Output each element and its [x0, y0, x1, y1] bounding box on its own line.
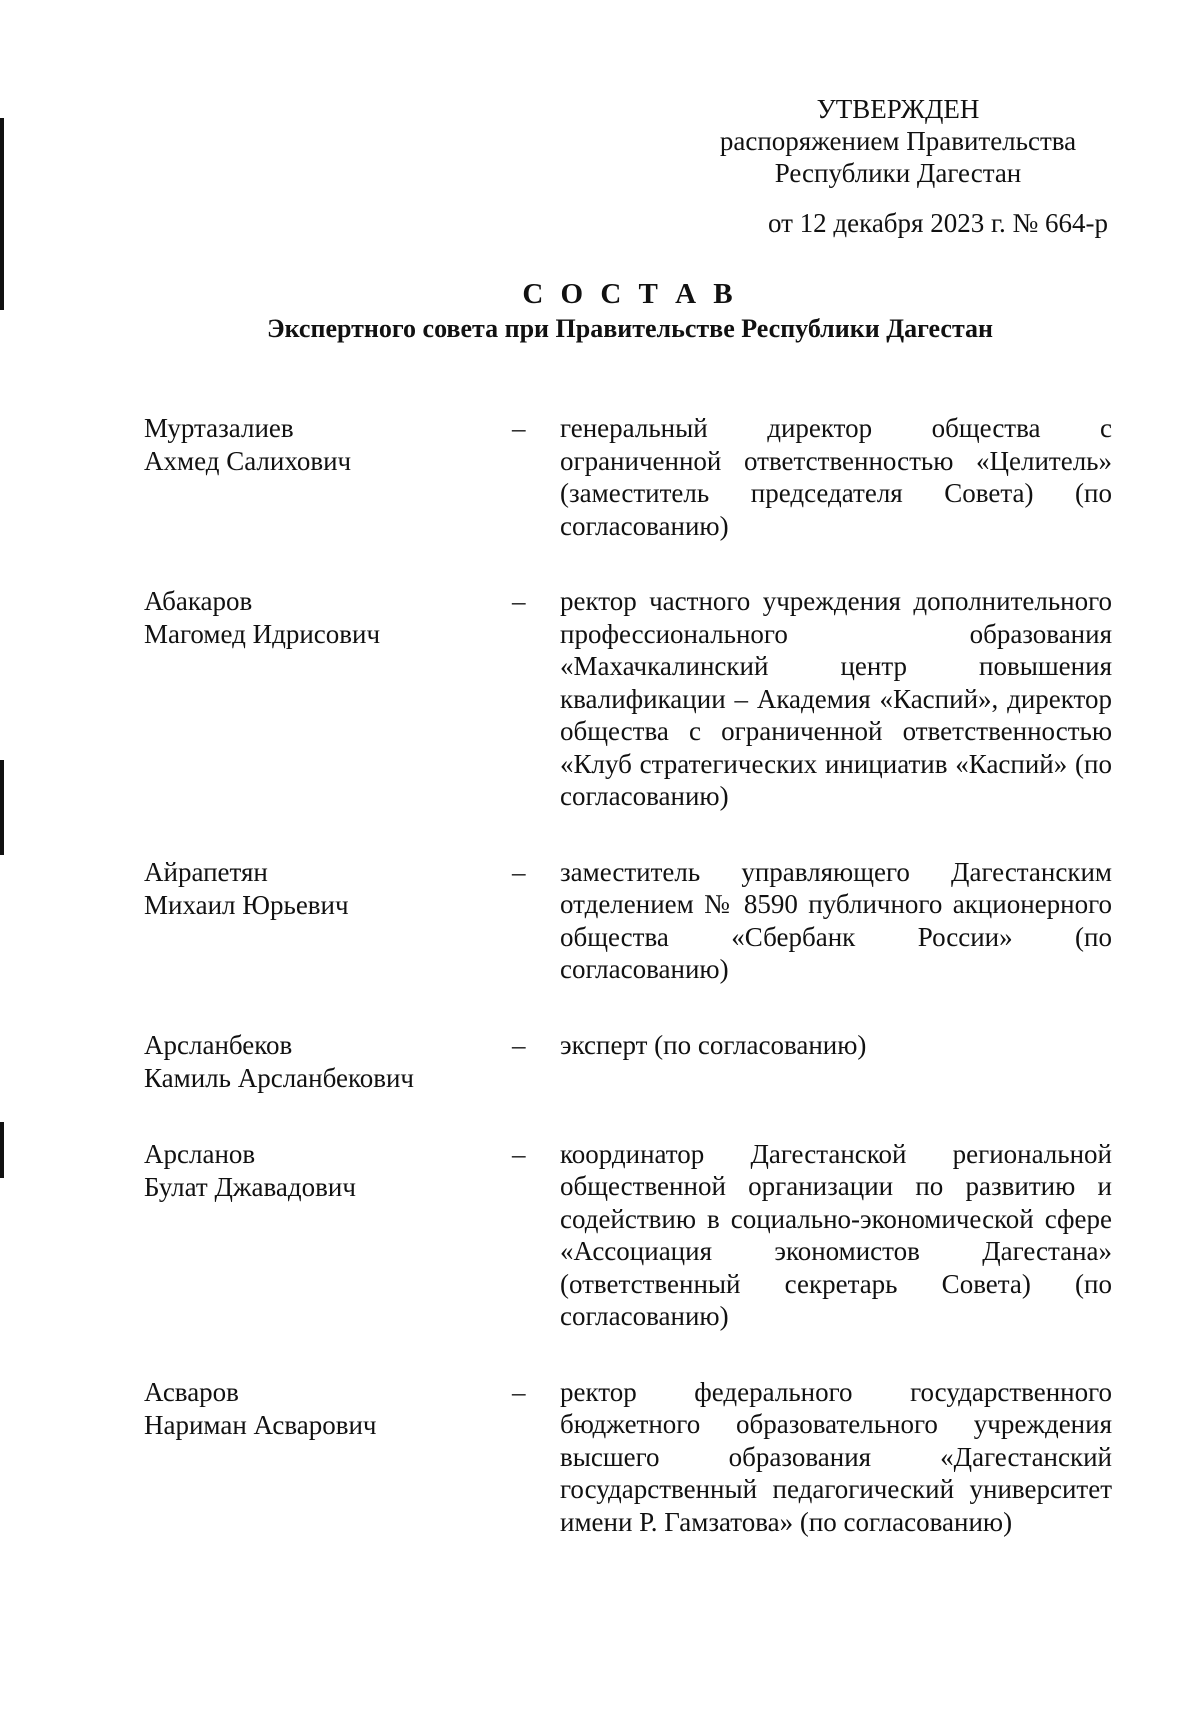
- approval-stamp: [688, 93, 1108, 239]
- member-name: [144, 1376, 484, 1442]
- member-surname: Муртазалиев: [144, 413, 294, 443]
- member-name: [144, 856, 484, 922]
- member-dash: –: [512, 586, 526, 616]
- member-dash: –: [512, 413, 526, 443]
- member-given-name: Михаил Юрьевич: [144, 889, 349, 920]
- member-name: [144, 412, 484, 478]
- approval-line: Республики Дагестан: [774, 158, 1022, 188]
- document-title: [0, 276, 1200, 346]
- member-entry: [0, 1376, 1200, 1539]
- member-name: [144, 1138, 484, 1204]
- member-given-name: Камиль Арсланбекович: [144, 1062, 414, 1093]
- member-name: [144, 585, 484, 651]
- member-given-name: Ахмед Салихович: [144, 446, 352, 476]
- member-dash: –: [512, 1138, 526, 1169]
- member-role: генеральный директор общества с ограниченной ответственностью «Целитель» (заместитель председателя Совета) (по согласованию): [560, 413, 1112, 541]
- members-list: [0, 412, 1200, 1581]
- member-surname: Асваров: [144, 1376, 239, 1407]
- member-name: [144, 1029, 484, 1095]
- approval-date: от 12 декабря 2023 г. № 664-р: [767, 208, 1108, 238]
- member-given-name: Булат Джавадович: [144, 1171, 356, 1202]
- title-subtitle: Экспертного совета при Правительстве Республики Дагестан: [266, 314, 994, 343]
- member-role: эксперт (по согласованию): [560, 1029, 867, 1060]
- member-surname: Абакаров: [144, 586, 253, 616]
- member-dash: –: [512, 1029, 526, 1060]
- member-given-name: Нариман Асварович: [144, 1409, 377, 1440]
- member-surname: Айрапетян: [144, 856, 268, 887]
- member-role: ректор частного учреждения дополнительного профессионального образования «Махачкалинский центр повышения квалификации – Академия «Каспий», директор общества с ограниченной ответственностью «Клуб стратегических инициатив «Каспий» (по согласованию): [560, 586, 1112, 811]
- member-entry: [0, 1138, 1200, 1333]
- member-entry: [0, 856, 1200, 986]
- member-surname: Арсланбеков: [144, 1029, 293, 1060]
- member-entry: [0, 1029, 1200, 1095]
- member-role: координатор Дагестанской региональной общественной организации по развитию и содействию в социально-экономической сфере «Ассоциация экономистов Дагестана» (ответственный секретарь Совета) (по согласованию): [560, 1138, 1112, 1331]
- member-entry: [0, 585, 1200, 813]
- member-given-name: Магомед Идрисович: [144, 619, 381, 649]
- approval-heading: УТВЕРЖДЕН: [816, 94, 980, 124]
- member-surname: Арсланов: [144, 1138, 256, 1169]
- member-dash: –: [512, 1376, 526, 1407]
- approval-line: распоряжением Правительства: [719, 126, 1077, 156]
- member-role: заместитель управляющего Дагестанским отделением № 8590 публичного акционерного общества «Сбербанк России» (по согласованию): [560, 856, 1112, 984]
- member-entry: [0, 412, 1200, 542]
- title-main: С О С Т А В: [522, 278, 738, 310]
- member-dash: –: [512, 856, 526, 887]
- member-role: ректор федерального государственного бюджетного образовательного учреждения высшего образования «Дагестанский государственный педагогический университет имени Р. Гамзатова» (по согласованию): [560, 1376, 1112, 1537]
